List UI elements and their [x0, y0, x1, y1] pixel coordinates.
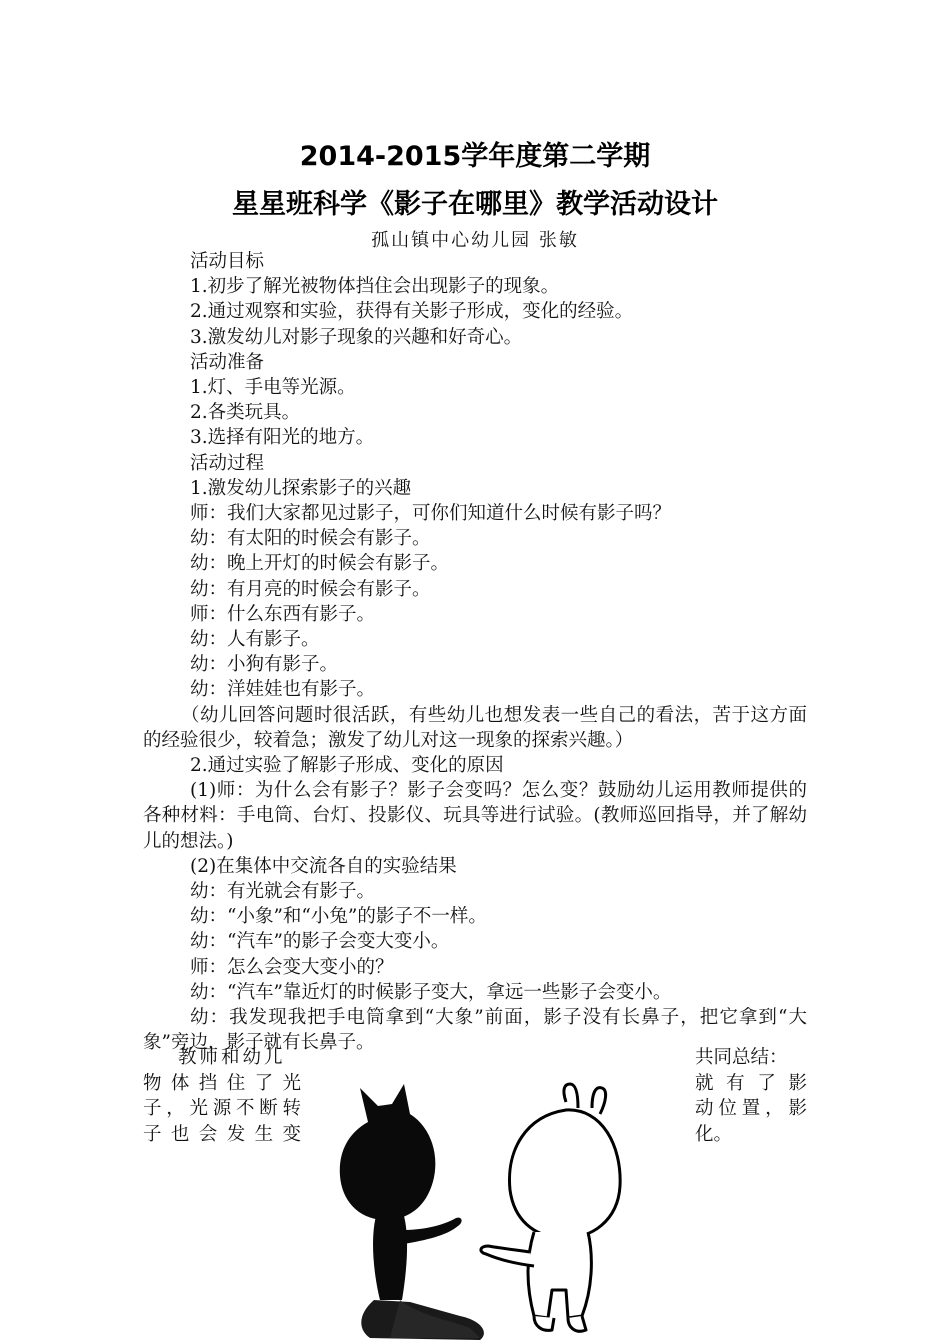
summary-left-column: [143, 1045, 301, 1147]
summary-left-line: 物体挡住了光: [143, 1072, 301, 1094]
dialog-line: 幼：“汽车”的影子会变大变小。: [190, 931, 450, 953]
process-step-1: 1.激发幼儿探索影子的兴趣: [190, 477, 412, 499]
dialog-line: 幼：洋娃娃也有影子。: [190, 679, 376, 701]
white-rabbit-icon: [481, 1084, 620, 1331]
summary-left-line: 教师和幼儿: [178, 1047, 286, 1068]
dialog-line: 幼：有光就会有影子。: [190, 881, 376, 903]
preparation-item: 1.灯、手电等光源。: [190, 377, 356, 399]
summary-right-line: 就有了影: [695, 1072, 807, 1094]
goals-heading: 活动目标: [190, 251, 265, 272]
dialog-line: 幼：“小象”和“小兔”的影子不一样。: [190, 906, 487, 928]
document-body: [143, 249, 807, 1056]
author-line: 孤山镇中心幼儿园 张敏: [371, 230, 579, 251]
dialog-line-long: 幼：我发现我把手电筒拿到“大象”前面，影子没有长鼻子，把它拿到“大象”旁边，影子就有长鼻子。: [143, 1007, 807, 1054]
dialog-line: 幼：有太阳的时候会有影子。: [190, 528, 431, 550]
summary-left-line: 子也会发生变: [143, 1123, 301, 1145]
goal-item: 2.通过观察和实验，获得有关影子形成，变化的经验。: [190, 301, 634, 323]
title-line-1: 2014-2015学年度第二学期: [299, 141, 651, 172]
preparation-heading: 活动准备: [190, 351, 265, 373]
dialog-line: 师：什么东西有影子。: [190, 603, 376, 625]
process-note: （幼儿回答问题时很活跃，有些幼儿也想发表一些自己的看法，苦于这方面的经验很少，较着急；激发了幼儿对这一现象的探索兴趣。）: [143, 704, 807, 751]
goal-item: 3.激发幼儿对影子现象的兴趣和好奇心。: [190, 326, 523, 348]
process-heading: 活动过程: [190, 452, 265, 474]
goal-item: 1.初步了解光被物体挡住会出现影子的现象。: [190, 276, 560, 298]
process-step-2: 2.通过实验了解影子形成、变化的原因: [190, 755, 504, 777]
rabbit-shadow-illustration-icon: [330, 1080, 630, 1344]
dialog-line: 幼：小狗有影子。: [190, 654, 339, 676]
dialog-line: 师：怎么会变大变小的？: [190, 956, 394, 978]
preparation-item: 2.各类玩具。: [190, 402, 301, 424]
summary-right-column: [695, 1045, 807, 1147]
dialog-line: 幼：有月亮的时候会有影子。: [190, 578, 431, 600]
title-line-2: 星星班科学《影子在哪里》教学活动设计: [232, 189, 718, 220]
summary-right-line: 化。: [695, 1123, 733, 1145]
process-step-2-2: (2)在集体中交流各自的实验结果: [190, 855, 457, 877]
summary-left-line: 子，光源不断转: [143, 1098, 301, 1119]
preparation-item: 3.选择有阳光的地方。: [190, 427, 375, 449]
dialog-line: 幼：“汽车”靠近灯的时候影子变大，拿远一些影子会变小。: [190, 981, 672, 1003]
shadow-rabbit-icon: [340, 1084, 484, 1340]
dialog-line: 幼：人有影子。: [190, 629, 320, 651]
summary-right-line: 动位置，影: [695, 1098, 807, 1119]
dialog-line: 幼：晚上开灯的时候会有影子。: [190, 553, 450, 575]
summary-right-line: 共同总结：: [695, 1047, 788, 1068]
process-step-2-1: (1)师：为什么会有影子？影子会变吗？怎么变？鼓励幼儿运用教师提供的各种材料：手电筒、台灯、投影仪、玩具等进行试验。(教师巡回指导，并了解幼儿的想法。): [143, 780, 807, 852]
dialog-line: 师：我们大家都见过影子，可你们知道什么时候有影子吗？: [190, 503, 672, 525]
